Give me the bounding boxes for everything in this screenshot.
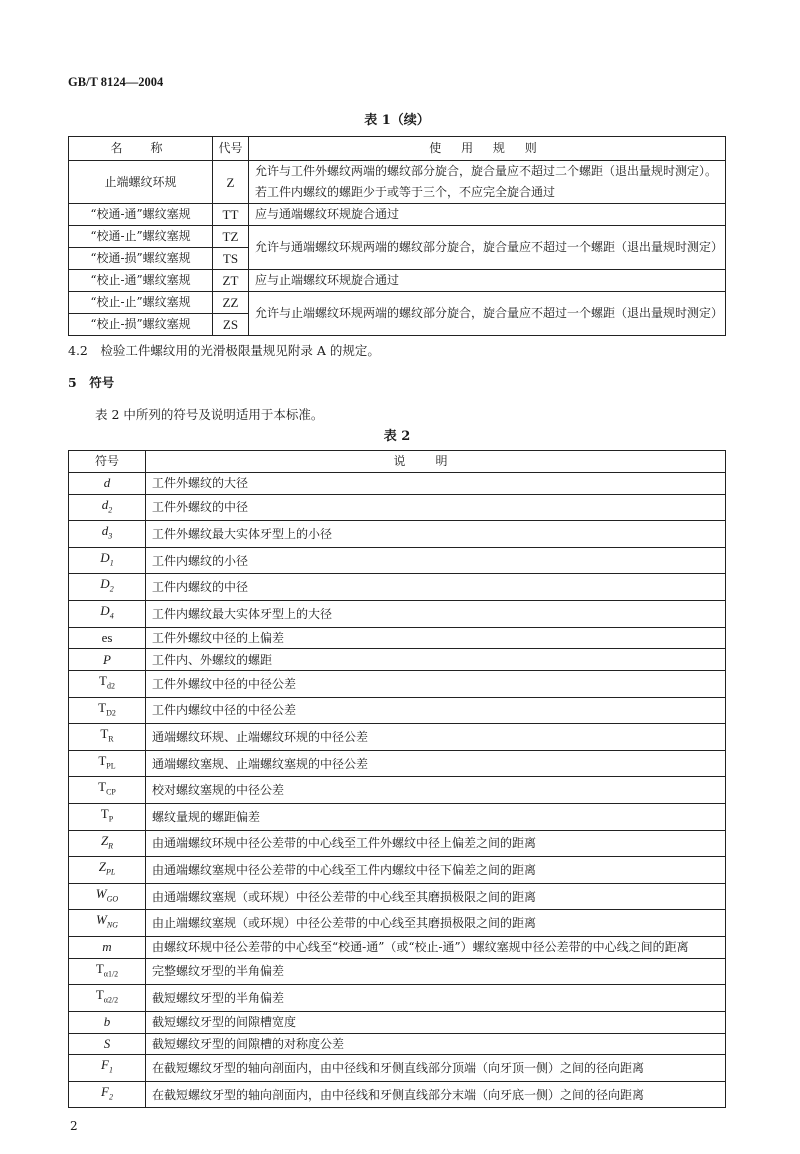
symbol-description: 在截短螺纹牙型的轴向剖面内，由中径线和牙侧直线部分顶端（向牙顶一侧）之间的径向距离 bbox=[146, 1055, 726, 1082]
symbol: D bbox=[100, 549, 110, 565]
gauge-code: Z bbox=[213, 161, 249, 204]
header-description: 说明 bbox=[146, 451, 726, 473]
symbol-subscript: α2/2 bbox=[103, 995, 119, 1005]
table-row bbox=[69, 936, 726, 958]
symbol: T bbox=[98, 779, 107, 795]
gauge-name: “校通-通”螺纹塞规 bbox=[69, 204, 213, 226]
symbol-description: 工件外螺纹最大实体牙型上的小径 bbox=[146, 521, 726, 548]
table-row bbox=[69, 958, 726, 985]
symbol-subscript: P bbox=[108, 814, 114, 824]
symbol-subscript: NG bbox=[106, 920, 118, 930]
table-row bbox=[69, 857, 726, 884]
symbol: es bbox=[101, 630, 113, 645]
symbol-subscript: R bbox=[108, 841, 114, 851]
symbol-cell bbox=[69, 1081, 146, 1108]
gauge-code: ZT bbox=[213, 270, 249, 292]
gauge-name: “校止-止”螺纹塞规 bbox=[69, 292, 213, 314]
symbol: d bbox=[101, 496, 109, 512]
symbol: D bbox=[100, 603, 110, 619]
table2-header-row bbox=[69, 451, 726, 473]
symbol-description: 通端螺纹环规、止端螺纹环规的中径公差 bbox=[146, 724, 726, 751]
symbol-cell bbox=[69, 1033, 146, 1055]
symbol-description: 工件内、外螺纹的螺距 bbox=[146, 649, 726, 671]
symbol-description: 工件内螺纹的小径 bbox=[146, 547, 726, 574]
table-row bbox=[69, 521, 726, 548]
symbol: S bbox=[103, 1035, 111, 1051]
symbol-subscript: d2 bbox=[106, 681, 115, 691]
symbol: T bbox=[98, 699, 107, 715]
symbol: d bbox=[103, 475, 111, 491]
usage-rule: 允许与止端螺纹环规两端的螺纹部分旋合，旋合量应不超过一个螺距（退出量规时测定） bbox=[249, 292, 726, 336]
table1 bbox=[68, 136, 726, 336]
gauge-name: “校止-损”螺纹塞规 bbox=[69, 314, 213, 336]
symbol-cell bbox=[69, 958, 146, 985]
table2 bbox=[68, 450, 726, 1108]
table-row bbox=[69, 1033, 726, 1055]
gauge-name: “校通-止”螺纹塞规 bbox=[69, 226, 213, 248]
usage-rule: 允许与通端螺纹环规两端的螺纹部分旋合，旋合量应不超过一个螺距（退出量规时测定） bbox=[249, 226, 726, 270]
symbol-cell bbox=[69, 1011, 146, 1033]
symbol-cell bbox=[69, 936, 146, 958]
symbol-cell bbox=[69, 1055, 146, 1082]
table1-header-row bbox=[69, 137, 726, 161]
symbol-cell bbox=[69, 494, 146, 521]
section-5-heading: 5 符号 bbox=[68, 375, 115, 390]
symbol-description: 工件外螺纹的中径 bbox=[146, 494, 726, 521]
table-row bbox=[69, 161, 726, 204]
table-row bbox=[69, 270, 726, 292]
usage-rule: 应与通端螺纹环规旋合通过 bbox=[249, 204, 726, 226]
symbol-description: 工件内螺纹的中径 bbox=[146, 574, 726, 601]
symbol-subscript: 1 bbox=[108, 1065, 113, 1075]
symbol-subscript: PL bbox=[106, 761, 116, 771]
table-row bbox=[69, 226, 726, 248]
table-row bbox=[69, 671, 726, 698]
table-row bbox=[69, 494, 726, 521]
table-row bbox=[69, 750, 726, 777]
symbol-cell bbox=[69, 521, 146, 548]
symbol-cell bbox=[69, 627, 146, 649]
symbol: T bbox=[95, 960, 104, 976]
symbol-cell bbox=[69, 985, 146, 1012]
symbol-cell bbox=[69, 777, 146, 804]
symbol: d bbox=[101, 523, 109, 539]
symbol-description: 由通端螺纹环规中径公差带的中心线至工件外螺纹中径上偏差之间的距离 bbox=[146, 830, 726, 857]
symbol: b bbox=[103, 1014, 111, 1030]
symbol-description: 由通端螺纹塞规（或环规）中径公差带的中心线至其磨损极限之间的距离 bbox=[146, 883, 726, 910]
symbol: Z bbox=[100, 832, 109, 848]
table-row bbox=[69, 601, 726, 628]
symbol: T bbox=[100, 806, 109, 821]
symbol-cell bbox=[69, 724, 146, 751]
table-row bbox=[69, 883, 726, 910]
table2-title: 表 2 bbox=[383, 429, 411, 444]
table-row bbox=[69, 574, 726, 601]
symbol-description: 螺纹量规的螺距偏差 bbox=[146, 804, 726, 831]
table1-title: 表 1（续） bbox=[364, 113, 430, 128]
gauge-code: ZZ bbox=[213, 292, 249, 314]
symbol-description: 工件内螺纹中径的中径公差 bbox=[146, 697, 726, 724]
symbol-cell bbox=[69, 671, 146, 698]
gauge-code: TZ bbox=[213, 226, 249, 248]
symbol-cell bbox=[69, 910, 146, 937]
table-row bbox=[69, 473, 726, 495]
table-row bbox=[69, 724, 726, 751]
header-name: 名 称 bbox=[69, 137, 213, 161]
symbol-description: 工件外螺纹的大径 bbox=[146, 473, 726, 495]
symbol-cell bbox=[69, 830, 146, 857]
symbol-subscript: 2 bbox=[108, 505, 113, 515]
table-row bbox=[69, 777, 726, 804]
clause-4-2: 4.2 检验工件螺纹用的光滑极限量规见附录 A 的规定。 bbox=[68, 343, 380, 358]
symbol-description: 工件外螺纹中径的上偏差 bbox=[146, 627, 726, 649]
symbol-description: 工件外螺纹中径的中径公差 bbox=[146, 671, 726, 698]
symbol: W bbox=[96, 912, 107, 928]
table-row bbox=[69, 292, 726, 314]
gauge-name: 止端螺纹环规 bbox=[69, 161, 213, 204]
symbol-subscript: 4 bbox=[109, 611, 114, 621]
symbol-description: 截短螺纹牙型的间隙槽宽度 bbox=[146, 1011, 726, 1033]
header-code: 代号 bbox=[213, 137, 249, 161]
symbol-description: 截短螺纹牙型的间隙槽的对称度公差 bbox=[146, 1033, 726, 1055]
gauge-code: ZS bbox=[213, 314, 249, 336]
symbol-cell bbox=[69, 750, 146, 777]
symbol-subscript: α1/2 bbox=[103, 969, 119, 979]
symbol-cell bbox=[69, 804, 146, 831]
symbol-subscript: PL bbox=[105, 867, 116, 877]
gauge-name: “校止-通”螺纹塞规 bbox=[69, 270, 213, 292]
header-symbol: 符号 bbox=[69, 451, 146, 473]
usage-rule: 应与止端螺纹环规旋合通过 bbox=[249, 270, 726, 292]
symbol-subscript: 2 bbox=[108, 1092, 113, 1102]
table-row bbox=[69, 1011, 726, 1033]
symbol-cell bbox=[69, 883, 146, 910]
symbol-cell bbox=[69, 547, 146, 574]
table-row bbox=[69, 910, 726, 937]
symbol-description: 由止端螺纹塞规（或环规）中径公差带的中心线至其磨损极限之间的距离 bbox=[146, 910, 726, 937]
symbol-cell bbox=[69, 473, 146, 495]
table-row bbox=[69, 804, 726, 831]
symbol-description: 在截短螺纹牙型的轴向剖面内，由中径线和牙侧直线部分末端（向牙底一侧）之间的径向距离 bbox=[146, 1081, 726, 1108]
symbol-subscript: 3 bbox=[108, 531, 113, 541]
symbol-subscript: 1 bbox=[109, 558, 114, 568]
table-row bbox=[69, 1055, 726, 1082]
header-rules: 使 用 规 则 bbox=[249, 137, 726, 161]
table-row bbox=[69, 697, 726, 724]
symbol-subscript: R bbox=[108, 734, 114, 744]
symbol-description: 由螺纹环规中径公差带的中心线至“校通-通”（或“校止-通”）螺纹塞规中径公差带的中心线之间的距离 bbox=[146, 936, 726, 958]
symbol-cell bbox=[69, 574, 146, 601]
gauge-code: TT bbox=[213, 204, 249, 226]
table-row bbox=[69, 985, 726, 1012]
symbol: Z bbox=[98, 859, 106, 875]
symbol-description: 工件内螺纹最大实体牙型上的大径 bbox=[146, 601, 726, 628]
section-5-intro: 表 2 中所列的符号及说明适用于本标准。 bbox=[95, 407, 324, 422]
symbol-cell bbox=[69, 697, 146, 724]
page-number: 2 bbox=[70, 1119, 78, 1134]
symbol: T bbox=[99, 673, 107, 689]
table-row bbox=[69, 1081, 726, 1108]
table-row bbox=[69, 830, 726, 857]
symbol: T bbox=[98, 752, 107, 768]
symbol-subscript: GO bbox=[106, 894, 119, 904]
symbol: F bbox=[101, 1083, 109, 1099]
symbol: F bbox=[101, 1057, 109, 1073]
usage-rule: 允许与工件外螺纹两端的螺纹部分旋合，旋合量应不超过二个螺距（退出量规时测定）。若工件内螺纹的螺距少于或等于三个，不应完全旋合通过 bbox=[249, 161, 726, 204]
symbol-subscript: 2 bbox=[109, 585, 114, 595]
table-row bbox=[69, 204, 726, 226]
symbol: m bbox=[102, 939, 112, 955]
symbol-description: 通端螺纹塞规、止端螺纹塞规的中径公差 bbox=[146, 750, 726, 777]
symbol: T bbox=[95, 987, 104, 1003]
table-row bbox=[69, 547, 726, 574]
symbol-description: 截短螺纹牙型的半角偏差 bbox=[146, 985, 726, 1012]
table-row bbox=[69, 649, 726, 671]
symbol-description: 由通端螺纹塞规中径公差带的中心线至工件内螺纹中径下偏差之间的距离 bbox=[146, 857, 726, 884]
gauge-code: TS bbox=[213, 248, 249, 270]
gauge-name: “校通-损”螺纹塞规 bbox=[69, 248, 213, 270]
symbol-description: 校对螺纹塞规的中径公差 bbox=[146, 777, 726, 804]
symbol-description: 完整螺纹牙型的半角偏差 bbox=[146, 958, 726, 985]
symbol-cell bbox=[69, 649, 146, 671]
symbol-cell bbox=[69, 857, 146, 884]
symbol: D bbox=[100, 576, 110, 592]
standard-number-header: GB/T 8124—2004 bbox=[68, 75, 164, 89]
table-row bbox=[69, 627, 726, 649]
symbol: P bbox=[103, 651, 111, 667]
symbol-cell bbox=[69, 601, 146, 628]
symbol: W bbox=[95, 885, 107, 901]
symbol: T bbox=[100, 726, 109, 742]
symbol-subscript: CP bbox=[106, 788, 116, 797]
symbol-subscript: D2 bbox=[106, 708, 116, 718]
